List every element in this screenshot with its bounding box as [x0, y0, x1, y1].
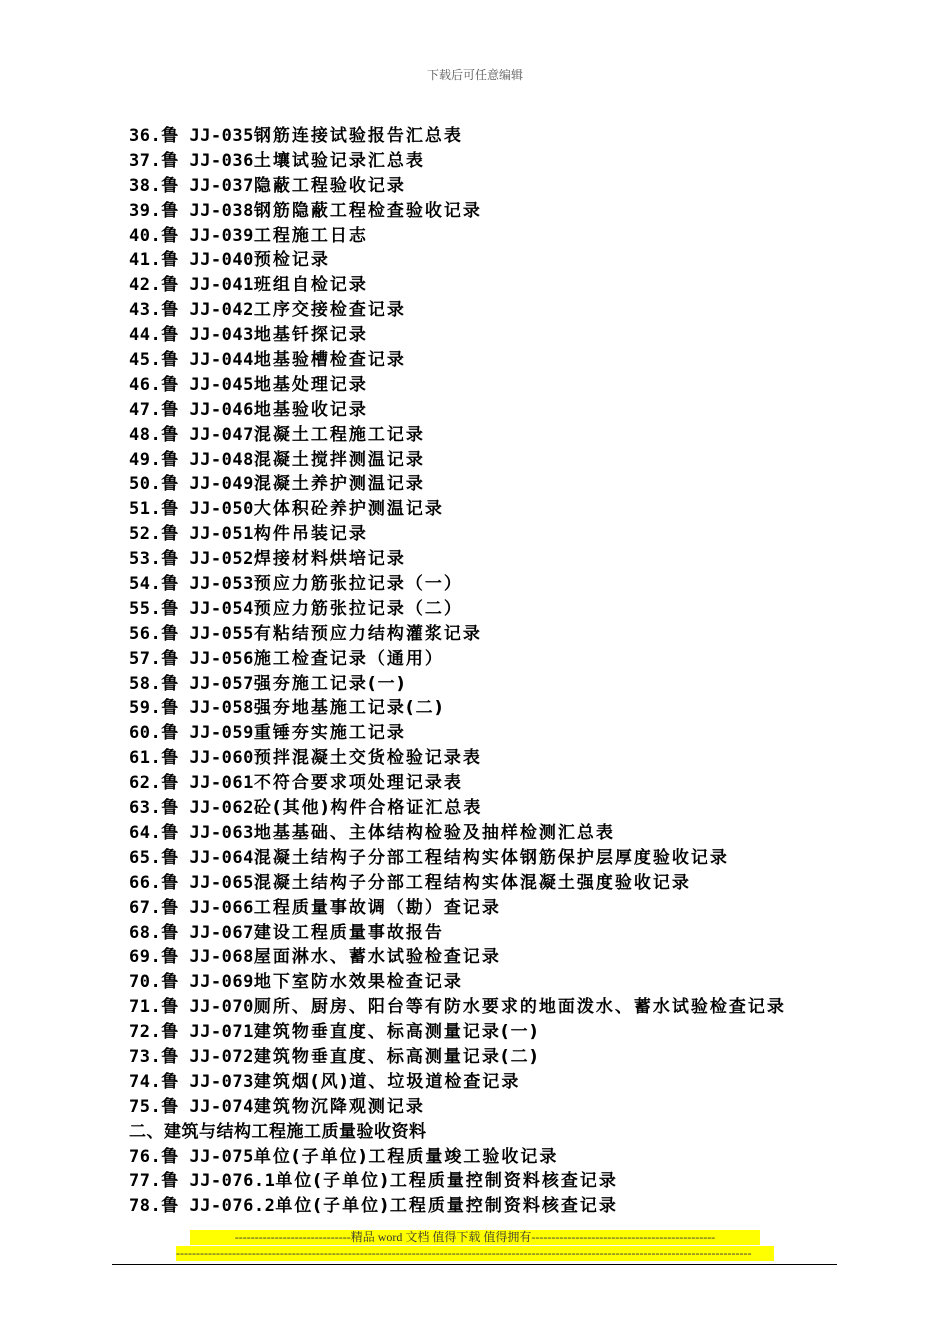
- item-number: 38.: [129, 175, 162, 196]
- item-number: 61.: [129, 748, 162, 769]
- item-code: 鲁 JJ-071: [161, 1022, 254, 1043]
- item-title: 地基验收记录: [253, 399, 368, 420]
- item-code: 鲁 JJ-069: [161, 972, 254, 993]
- list-item: [129, 1020, 829, 1045]
- list-item: [129, 224, 829, 249]
- item-number: 57.: [129, 648, 162, 669]
- item-code: 鲁 JJ-038: [161, 200, 254, 221]
- item-title: 地基处理记录: [253, 374, 368, 395]
- item-code: 鲁 JJ-048: [161, 449, 254, 470]
- item-code: 鲁 JJ-052: [161, 549, 254, 570]
- item-code: 鲁 JJ-066: [161, 897, 254, 918]
- item-title: 厕所、厨房、阳台等有防水要求的地面泼水、蓄水试验检查记录: [253, 997, 786, 1018]
- list-item: [129, 448, 829, 473]
- item-code: 鲁 JJ-042: [161, 300, 254, 321]
- item-code: 鲁 JJ-051: [161, 524, 254, 545]
- item-number: 43.: [129, 300, 162, 321]
- item-code: 鲁 JJ-076.1: [161, 1171, 276, 1192]
- item-number: 78.: [129, 1196, 162, 1217]
- list-item: [129, 871, 829, 896]
- item-code: 鲁 JJ-039: [161, 225, 254, 246]
- section-heading: 二、建筑与结构工程施工质量验收资料: [129, 1121, 427, 1142]
- item-title: 混凝土结构子分部工程结构实体钢筋保护层厚度验收记录: [253, 847, 729, 868]
- item-code: 鲁 JJ-046: [161, 399, 254, 420]
- item-code: 鲁 JJ-058: [161, 698, 254, 719]
- item-number: 72.: [129, 1022, 162, 1043]
- list-item: [129, 1095, 829, 1120]
- item-code: 鲁 JJ-044: [161, 350, 254, 371]
- item-number: 45.: [129, 350, 162, 371]
- item-code: 鲁 JJ-065: [161, 872, 254, 893]
- item-title: 地下室防水效果检查记录: [253, 972, 463, 993]
- item-code: 鲁 JJ-063: [161, 822, 254, 843]
- item-title: 隐蔽工程验收记录: [253, 175, 406, 196]
- list-item: [129, 298, 829, 323]
- item-number: 39.: [129, 200, 162, 221]
- item-code: 鲁 JJ-045: [161, 374, 254, 395]
- list-item: [129, 149, 829, 174]
- list-item: [129, 721, 829, 746]
- list-item: [129, 846, 829, 871]
- item-number: 54.: [129, 574, 162, 595]
- list-item: [129, 522, 829, 547]
- list-item: [129, 1070, 829, 1095]
- item-title: 工程质量事故调（勘）查记录: [253, 897, 501, 918]
- item-code: 鲁 JJ-076.2: [161, 1196, 276, 1217]
- item-title: 混凝土结构子分部工程结构实体混凝土强度验收记录: [253, 872, 691, 893]
- list-item: [129, 622, 829, 647]
- item-number: 60.: [129, 723, 162, 744]
- list-item: [129, 821, 829, 846]
- list-item: [129, 896, 829, 921]
- item-number: 73.: [129, 1046, 162, 1067]
- item-code: 鲁 JJ-040: [161, 250, 254, 271]
- list-item: [129, 472, 829, 497]
- item-title: 建筑物垂直度、标高测量记录(二): [253, 1046, 540, 1067]
- item-number: 50.: [129, 474, 162, 495]
- item-number: 44.: [129, 325, 162, 346]
- list-item: [129, 124, 829, 149]
- record-list: [129, 124, 829, 1219]
- item-code: 鲁 JJ-057: [161, 673, 254, 694]
- item-code: 鲁 JJ-061: [161, 773, 254, 794]
- item-title: 建筑物沉降观测记录: [253, 1096, 425, 1117]
- item-code: 鲁 JJ-035: [161, 126, 254, 146]
- item-code: 鲁 JJ-074: [161, 1096, 254, 1117]
- list-item: [129, 945, 829, 970]
- item-number: 40.: [129, 225, 162, 246]
- item-title: 强夯地基施工记录(二): [253, 698, 445, 719]
- footer-banner: -----------------------------精品 word 文档 值得下载 值得拥有----------------------------------------------: [190, 1230, 760, 1245]
- item-title: 大体积砼养护测温记录: [253, 499, 444, 520]
- item-code: 鲁 JJ-056: [161, 648, 254, 669]
- item-number: 58.: [129, 673, 162, 694]
- item-title: 建设工程质量事故报告: [253, 922, 444, 943]
- item-number: 68.: [129, 922, 162, 943]
- item-code: 鲁 JJ-068: [161, 947, 254, 968]
- list-item: [129, 696, 829, 721]
- item-title: 强夯施工记录(一): [253, 673, 407, 694]
- list-item: [129, 348, 829, 373]
- list-item: [129, 1169, 829, 1194]
- item-number: 36.: [129, 126, 162, 146]
- item-title: 工序交接检查记录: [253, 300, 406, 321]
- list-item: [129, 1045, 829, 1070]
- item-number: 48.: [129, 424, 162, 445]
- item-number: 49.: [129, 449, 162, 470]
- item-number: 70.: [129, 972, 162, 993]
- item-number: 71.: [129, 997, 162, 1018]
- list-item: [129, 647, 829, 672]
- item-number: 55.: [129, 598, 162, 619]
- footer-rule: [112, 1264, 837, 1265]
- item-number: 63.: [129, 798, 162, 819]
- item-title: 土壤试验记录汇总表: [253, 150, 425, 171]
- item-title: 单位(子单位)工程质量控制资料核查记录: [275, 1171, 618, 1192]
- item-code: 鲁 JJ-055: [161, 623, 254, 644]
- list-item: [129, 373, 829, 398]
- item-code: 鲁 JJ-073: [161, 1071, 254, 1092]
- item-number: 75.: [129, 1096, 162, 1117]
- list-item: [129, 174, 829, 199]
- item-title: 屋面淋水、蓄水试验检查记录: [253, 947, 501, 968]
- list-item: [129, 970, 829, 995]
- item-number: 59.: [129, 698, 162, 719]
- item-number: 52.: [129, 524, 162, 545]
- list-item: [129, 921, 829, 946]
- item-number: 67.: [129, 897, 162, 918]
- item-code: 鲁 JJ-067: [161, 922, 254, 943]
- item-number: 64.: [129, 822, 162, 843]
- list-item: [129, 1194, 829, 1219]
- item-code: 鲁 JJ-062: [161, 798, 254, 819]
- item-number: 76.: [129, 1146, 162, 1167]
- list-item: [129, 796, 829, 821]
- item-code: 鲁 JJ-053: [161, 574, 254, 595]
- item-title: 单位(子单位)工程质量控制资料核查记录: [275, 1196, 618, 1217]
- list-item: [129, 572, 829, 597]
- list-item: [129, 672, 829, 697]
- item-code: 鲁 JJ-072: [161, 1046, 254, 1067]
- item-number: 69.: [129, 947, 162, 968]
- list-item: [129, 248, 829, 273]
- item-code: 鲁 JJ-070: [161, 997, 254, 1018]
- item-title: 施工检查记录（通用）: [253, 648, 444, 669]
- item-number: 42.: [129, 275, 162, 296]
- list-item: [129, 771, 829, 796]
- item-number: 62.: [129, 773, 162, 794]
- item-code: 鲁 JJ-075: [161, 1146, 254, 1167]
- item-number: 47.: [129, 399, 162, 420]
- item-title: 预应力筋张拉记录（二）: [253, 598, 463, 619]
- item-title: 预拌混凝土交货检验记录表: [253, 748, 482, 769]
- item-code: 鲁 JJ-054: [161, 598, 254, 619]
- list-item: [129, 423, 829, 448]
- list-item: [129, 1145, 829, 1170]
- item-title: 地基钎探记录: [253, 325, 368, 346]
- item-number: 65.: [129, 847, 162, 868]
- item-title: 构件吊装记录: [253, 524, 368, 545]
- item-number: 74.: [129, 1071, 162, 1092]
- item-title: 班组自检记录: [253, 275, 368, 296]
- item-title: 混凝土养护测温记录: [253, 474, 425, 495]
- item-title: 焊接材料烘培记录: [253, 549, 406, 570]
- item-title: 混凝土搅拌测温记录: [253, 449, 425, 470]
- item-number: 77.: [129, 1171, 162, 1192]
- item-title: 预检记录: [253, 250, 330, 271]
- item-title: 预应力筋张拉记录（一）: [253, 574, 463, 595]
- item-title: 有粘结预应力结构灌浆记录: [253, 623, 482, 644]
- item-code: 鲁 JJ-059: [161, 723, 254, 744]
- item-title: 重锤夯实施工记录: [253, 723, 406, 744]
- item-title: 不符合要求项处理记录表: [253, 773, 463, 794]
- item-code: 鲁 JJ-041: [161, 275, 254, 296]
- list-item: [129, 746, 829, 771]
- item-code: 鲁 JJ-050: [161, 499, 254, 520]
- item-number: 51.: [129, 499, 162, 520]
- item-title: 混凝土工程施工记录: [253, 424, 425, 445]
- item-title: 地基基础、主体结构检验及抽样检测汇总表: [253, 822, 615, 843]
- item-title: 钢筋连接试验报告汇总表: [253, 126, 463, 146]
- item-number: 66.: [129, 872, 162, 893]
- item-code: 鲁 JJ-049: [161, 474, 254, 495]
- item-title: 建筑烟(风)道、垃圾道检查记录: [253, 1071, 521, 1092]
- page-header: 下载后可任意编辑: [426, 68, 523, 82]
- footer-dash-line: ------------------------------------------------------------------------------------------------------------------------------------------------: [176, 1246, 774, 1261]
- list-item: [129, 323, 829, 348]
- item-title: 工程施工日志: [253, 225, 368, 246]
- list-item: [129, 398, 829, 423]
- item-code: 鲁 JJ-047: [161, 424, 254, 445]
- list-item: [129, 497, 829, 522]
- list-item: [129, 273, 829, 298]
- item-number: 56.: [129, 623, 162, 644]
- list-item: [129, 995, 829, 1020]
- item-number: 37.: [129, 150, 162, 171]
- item-title: 砼(其他)构件合格证汇总表: [253, 798, 483, 819]
- item-number: 46.: [129, 374, 162, 395]
- list-item: [129, 597, 829, 622]
- list-item: [129, 199, 829, 224]
- item-code: 鲁 JJ-060: [161, 748, 254, 769]
- item-title: 钢筋隐蔽工程检查验收记录: [253, 200, 482, 221]
- item-code: 鲁 JJ-036: [161, 150, 254, 171]
- item-title: 建筑物垂直度、标高测量记录(一): [253, 1022, 540, 1043]
- item-number: 53.: [129, 549, 162, 570]
- item-number: 41.: [129, 250, 162, 271]
- item-code: 鲁 JJ-037: [161, 175, 254, 196]
- item-title: 地基验槽检查记录: [253, 350, 406, 371]
- item-title: 单位(子单位)工程质量竣工验收记录: [253, 1146, 559, 1167]
- item-code: 鲁 JJ-043: [161, 325, 254, 346]
- item-code: 鲁 JJ-064: [161, 847, 254, 868]
- list-item: [129, 547, 829, 572]
